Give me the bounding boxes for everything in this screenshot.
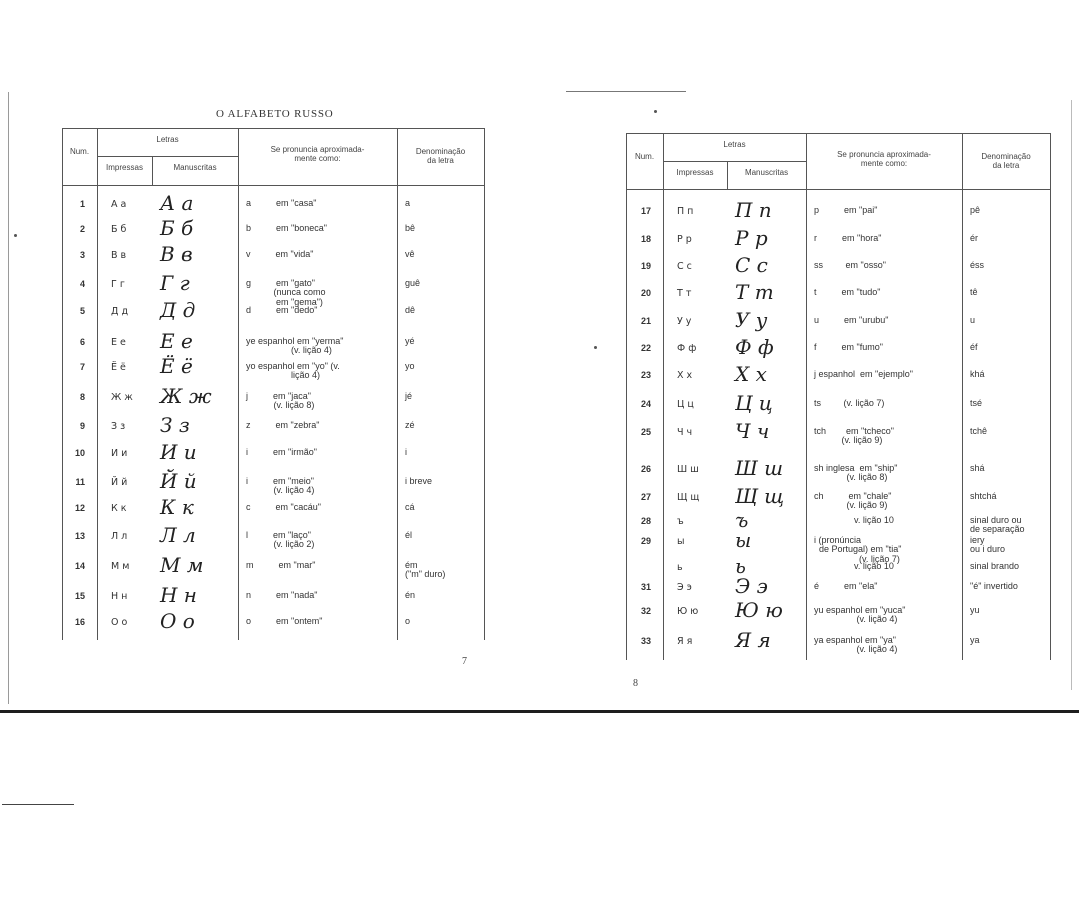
pronunciation: t em "tudo"	[814, 287, 881, 297]
pronunciation: l em "laço" (v. lição 2)	[246, 530, 315, 550]
letter-name: én	[405, 590, 416, 600]
printed-letter: Ц ц	[677, 399, 694, 410]
letter-number: 2	[79, 224, 85, 234]
handwritten-letter: А а	[160, 191, 194, 215]
letter-number: 21	[640, 316, 651, 326]
letter-name: sinal brando	[970, 561, 1020, 571]
header-manuscritas: Manuscritas	[173, 163, 217, 172]
header-impressas: Impressas	[676, 168, 714, 177]
pronunciation: f em "fumo"	[814, 342, 883, 352]
letter-name: vê	[405, 249, 415, 259]
printed-letter: Д д	[111, 306, 129, 317]
table-row	[0, 598, 1079, 626]
letter-number: 7	[79, 362, 85, 372]
letter-number: 32	[640, 606, 651, 616]
pronunciation: u em "urubu"	[814, 315, 889, 325]
scan-speck	[654, 110, 657, 113]
pronunciation: r em "hora"	[814, 233, 882, 243]
letter-number: 3	[79, 250, 85, 260]
handwritten-letter: Э э	[735, 574, 768, 598]
printed-letter: М м	[111, 561, 130, 572]
letter-number: 13	[74, 531, 85, 541]
header-denominacao: Denominação da letra	[415, 147, 466, 165]
pronunciation: sh inglesa em "ship" (v. lição 8)	[814, 463, 898, 483]
header-bottom-rule	[626, 189, 1050, 190]
letter-number: 15	[74, 591, 85, 601]
letter-number: 22	[640, 343, 651, 353]
handwritten-letter: П п	[735, 198, 772, 222]
printed-letter: ь	[677, 562, 683, 573]
letter-name: shtchá	[970, 491, 997, 501]
letter-name: cá	[405, 502, 415, 512]
table-row	[0, 554, 1079, 582]
header-letras: Letras	[723, 140, 746, 149]
pronunciation: ye espanhol em "yerma" (v. lição 4)	[246, 336, 344, 356]
handwritten-letter: И и	[160, 440, 197, 464]
printed-letter: Я я	[677, 636, 693, 647]
letter-name: ér	[970, 233, 979, 243]
letter-name: i breve	[405, 476, 433, 486]
letter-number: 12	[74, 503, 85, 513]
handwritten-letter: Л л	[160, 523, 196, 547]
handwritten-letter: Ч ч	[735, 419, 770, 443]
handwritten-letter: М м	[160, 553, 204, 577]
header-bottom-rule	[62, 185, 484, 186]
letter-number: 18	[640, 234, 651, 244]
table-row	[0, 456, 1079, 484]
pronunciation: a em "casa"	[246, 198, 317, 208]
letter-number: 17	[640, 206, 651, 216]
pronunciation: z em "zebra"	[246, 420, 320, 430]
letter-name: shá	[970, 463, 985, 473]
pronunciation: b em "boneca"	[246, 223, 327, 233]
handwritten-letter: Ё ё	[160, 354, 193, 378]
printed-letter: В в	[111, 250, 127, 261]
handwritten-letter: К к	[160, 495, 194, 519]
header-num: Num.	[69, 147, 90, 156]
header-letras: Letras	[156, 135, 179, 144]
table-row	[0, 628, 1079, 656]
letter-name: tê	[970, 287, 978, 297]
letter-number: 31	[640, 582, 651, 592]
printed-letter: Г г	[111, 279, 125, 290]
handwritten-letter: З з	[160, 413, 190, 437]
letter-name: yé	[405, 336, 415, 346]
handwritten-letter: Г г	[160, 271, 190, 295]
printed-letter: Б б	[111, 224, 127, 235]
scan-bottom-border	[0, 710, 1079, 713]
printed-letter: Ч ч	[677, 427, 693, 438]
printed-letter: И и	[111, 448, 128, 459]
pronunciation: ss em "osso"	[814, 260, 886, 270]
letter-number: 24	[640, 399, 651, 409]
handwritten-letter: Ц ц	[735, 391, 773, 415]
pronunciation: i em "irmão"	[246, 447, 317, 457]
pronunciation: j em "jaca" (v. lição 8)	[246, 391, 315, 411]
letter-name: éf	[970, 342, 978, 352]
printed-letter: З з	[111, 421, 126, 432]
printed-letter: Е е	[111, 337, 126, 348]
printed-letter: Ж ж	[111, 392, 133, 403]
pronunciation: ts (v. lição 7)	[814, 398, 885, 408]
printed-letter: У у	[677, 316, 692, 327]
letter-name: tsé	[970, 398, 983, 408]
letter-name: bê	[405, 223, 416, 233]
printed-letter: Х х	[677, 370, 693, 381]
pronunciation: c em "cacáu"	[246, 502, 321, 512]
pronunciation: g em "gato" (nunca como em "gema")	[246, 278, 326, 307]
letter-name: yo	[405, 361, 415, 371]
letter-name: él	[405, 530, 413, 540]
letter-name: jé	[405, 391, 413, 401]
printed-letter: Л л	[111, 531, 128, 542]
handwritten-letter: Ю ю	[735, 598, 783, 622]
pronunciation: ch em "chale" (v. lição 9)	[814, 491, 892, 511]
printed-letter: О о	[111, 617, 128, 628]
pronunciation: yo espanhol em "yo" (v. lição 4)	[246, 361, 340, 381]
letter-name: a	[405, 198, 411, 208]
scan-mark-line	[2, 804, 74, 805]
letras-rule	[97, 156, 238, 157]
letter-number: 23	[640, 370, 651, 380]
letter-number: 9	[79, 421, 85, 431]
letter-number: 25	[640, 427, 651, 437]
handwritten-letter: О о	[160, 609, 195, 633]
pronunciation: i (pronúncia de Portugal) em "tia" (v. lição 7)	[814, 535, 902, 564]
handwritten-letter: Ж ж	[160, 384, 212, 408]
letter-number: 29	[640, 536, 651, 546]
table-row	[0, 574, 1079, 602]
letter-number: 1	[79, 199, 85, 209]
letter-name: ya	[970, 635, 980, 645]
handwritten-letter: ь	[735, 554, 746, 578]
letter-name: i	[405, 447, 407, 457]
header-pronuncia: Se pronuncia aproximada- mente como:	[837, 150, 931, 168]
pronunciation: ya espanhol em "ya" (v. lição 4)	[814, 635, 898, 655]
pronunciation: i em "meio" (v. lição 4)	[246, 476, 315, 496]
handwritten-letter: С с	[735, 253, 768, 277]
table-top-rule	[626, 133, 1050, 134]
handwritten-letter: Х х	[735, 362, 767, 386]
handwritten-letter: В в	[160, 242, 193, 266]
handwritten-letter: У у	[735, 308, 768, 332]
letter-number: 5	[79, 306, 85, 316]
header-num: Num.	[634, 152, 655, 161]
handwritten-letter: Р р	[735, 226, 768, 250]
letter-name: yu	[970, 605, 980, 615]
letter-number: 27	[640, 492, 651, 502]
pronunciation: d em "dedo"	[246, 305, 318, 315]
header-manuscritas: Manuscritas	[744, 168, 789, 177]
handwritten-letter: Т т	[735, 280, 774, 304]
letter-name: dê	[405, 305, 416, 315]
letter-name: u	[970, 315, 976, 325]
handwritten-letter: Я я	[735, 628, 771, 652]
pronunciation: j espanhol em "ejemplo"	[814, 369, 913, 379]
handwritten-letter: Щ щ	[735, 484, 785, 508]
pronunciation: n em "nada"	[246, 590, 318, 600]
pronunciation: m em "mar"	[246, 560, 316, 570]
page-number: 8	[633, 678, 638, 689]
pronunciation: o em "ontem"	[246, 616, 323, 626]
handwritten-letter: Д д	[160, 298, 196, 322]
letter-name: "é" invertido	[970, 581, 1018, 591]
letter-number: 20	[640, 288, 651, 298]
printed-letter: Р р	[677, 234, 692, 245]
page-title: O ALFABETO RUSSO	[216, 108, 334, 120]
letter-name: tchê	[970, 426, 988, 436]
letter-name: zé	[405, 420, 415, 430]
letter-number: 6	[79, 337, 85, 347]
header-impressas: Impressas	[106, 163, 143, 172]
pronunciation: v. lição 10	[814, 561, 894, 571]
letter-name: iery ou i duro	[970, 535, 1006, 555]
printed-letter: ы	[677, 536, 685, 547]
letter-name: éss	[970, 260, 985, 270]
letter-number: 8	[79, 392, 85, 402]
header-denominacao: Denominação da letra	[981, 152, 1031, 170]
printed-letter: Н н	[111, 591, 128, 602]
pronunciation: tch em "tcheco" (v. lição 9)	[814, 426, 894, 446]
letter-number: 11	[75, 477, 85, 487]
pronunciation: p em "pai"	[814, 205, 878, 215]
handwritten-letter: Б б	[160, 216, 194, 240]
page-edge-line	[566, 91, 686, 92]
handwritten-letter: ы	[735, 528, 752, 552]
printed-letter: Й й	[111, 477, 128, 488]
printed-letter: Ё ё	[111, 362, 126, 373]
letter-number: 16	[74, 617, 85, 627]
printed-letter: Ш ш	[677, 464, 699, 475]
letter-name: pê	[970, 205, 981, 215]
letter-number: 10	[74, 448, 85, 458]
printed-letter: П п	[677, 206, 694, 217]
letras-rule	[663, 161, 806, 162]
printed-letter: К к	[111, 503, 127, 514]
handwritten-letter: Й й	[160, 469, 197, 493]
printed-letter: Т т	[677, 288, 692, 299]
printed-letter: ъ	[677, 516, 684, 527]
letter-number: 4	[79, 279, 85, 289]
letter-name: sinal duro ou de separação	[970, 515, 1025, 535]
pronunciation: yu espanhol em "yuca" (v. lição 4)	[814, 605, 906, 625]
page-number: 7	[462, 656, 467, 667]
printed-letter: Э э	[677, 582, 692, 593]
pronunciation: v. lição 10	[814, 515, 894, 525]
letter-name: o	[405, 616, 411, 626]
letter-name: khá	[970, 369, 985, 379]
printed-letter: С с	[677, 261, 692, 272]
printed-letter: Щ щ	[677, 492, 700, 503]
printed-letter: А а	[111, 199, 127, 210]
letter-number: 28	[640, 516, 651, 526]
header-pronuncia: Se pronuncia aproximada- mente como:	[270, 145, 365, 163]
letter-number: 33	[640, 636, 651, 646]
letter-name: guê	[405, 278, 421, 288]
letter-number: 14	[74, 561, 85, 571]
pronunciation: v em "vida"	[246, 249, 314, 259]
handwritten-letter: Ш ш	[735, 456, 784, 480]
table-top-rule	[62, 128, 484, 129]
printed-letter: Ф ф	[677, 343, 697, 354]
handwritten-letter: Ф ф	[735, 335, 774, 359]
pronunciation: é em "ela"	[814, 581, 878, 591]
letter-name: ém ("m" duro)	[405, 560, 446, 580]
letter-number: 19	[640, 261, 651, 271]
handwritten-letter: Е е	[160, 329, 193, 353]
printed-letter: Ю ю	[677, 606, 699, 617]
handwritten-letter: ъ	[735, 508, 749, 532]
handwritten-letter: Н н	[160, 583, 197, 607]
letter-number: 26	[640, 464, 651, 474]
